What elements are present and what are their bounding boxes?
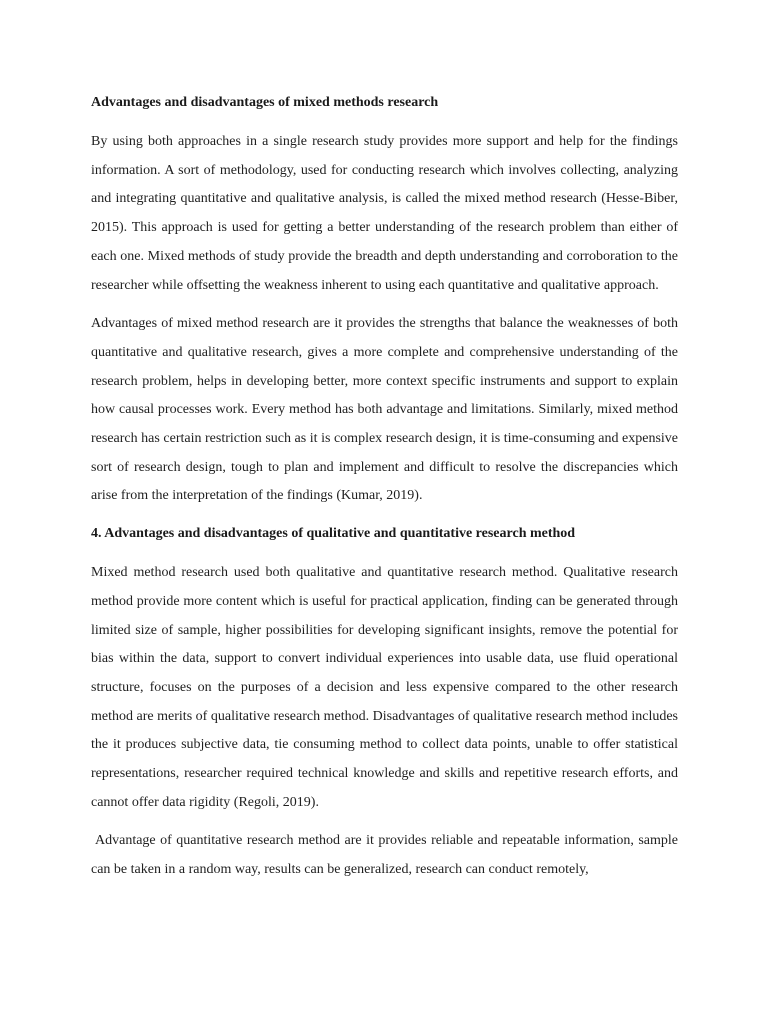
section-heading-mixed-methods: Advantages and disadvantages of mixed methods research — [91, 95, 439, 110]
document-body — [91, 90, 678, 895]
section-heading-qual-quant: 4. Advantages and disadvantages of qualitative and quantitative research method — [91, 526, 576, 542]
paragraph-quantitative-method: Advantage of quantitative research method are it provides reliable and repeatable information, sample can be taken in a random way, results can be generalized, research can conduct remotely, — [91, 833, 678, 878]
paragraph-qualitative-method: Mixed method research used both qualitative and quantitative research method. Qualitative research method provide more content which is useful for practical application, finding can be generated through limited size of sample, higher possibilities for developing significant insights, remove the potential for bias within the data, support to convert individual experiences into usable data, use fluid operational structure, focuses on the purposes of a decision and less expensive compared to the other research method are merits of qualitative research method. Disadvantages of qualitative research method includes the it produces subjective data, tie consuming method to collect data points, unable to offer statistical representations, researcher required technical knowledge and skills and repetitive research efforts, and cannot offer data rigidity (Regoli, 2019). — [91, 565, 678, 810]
paragraph-mixed-methods-definition: By using both approaches in a single research study provides more support and help for the findings information. A sort of methodology, used for conducting research which involves collecting, analyzing and integrating quantitative and qualitative analysis, is called the mixed method research (Hesse-Biber, 2015). This approach is used for getting a better understanding of the research problem than either of each one. Mixed methods of study provide the breadth and depth understanding and corroboration to the researcher while offsetting the weakness inherent to using each quantitative and qualitative approach. — [91, 134, 678, 293]
paragraph-mixed-methods-advantages: Advantages of mixed method research are it provides the strengths that balance the weaknesses of both quantitative and qualitative research, gives a more complete and comprehensive understanding of the research problem, helps in developing better, more context specific instruments and support to explain how causal processes work. Every method has both advantage and limitations. Similarly, mixed method research has certain restriction such as it is complex research design, it is time-consuming and expensive sort of research design, tough to plan and implement and difficult to resolve the discrepancies which arise from the interpretation of the findings (Kumar, 2019). — [91, 316, 678, 504]
